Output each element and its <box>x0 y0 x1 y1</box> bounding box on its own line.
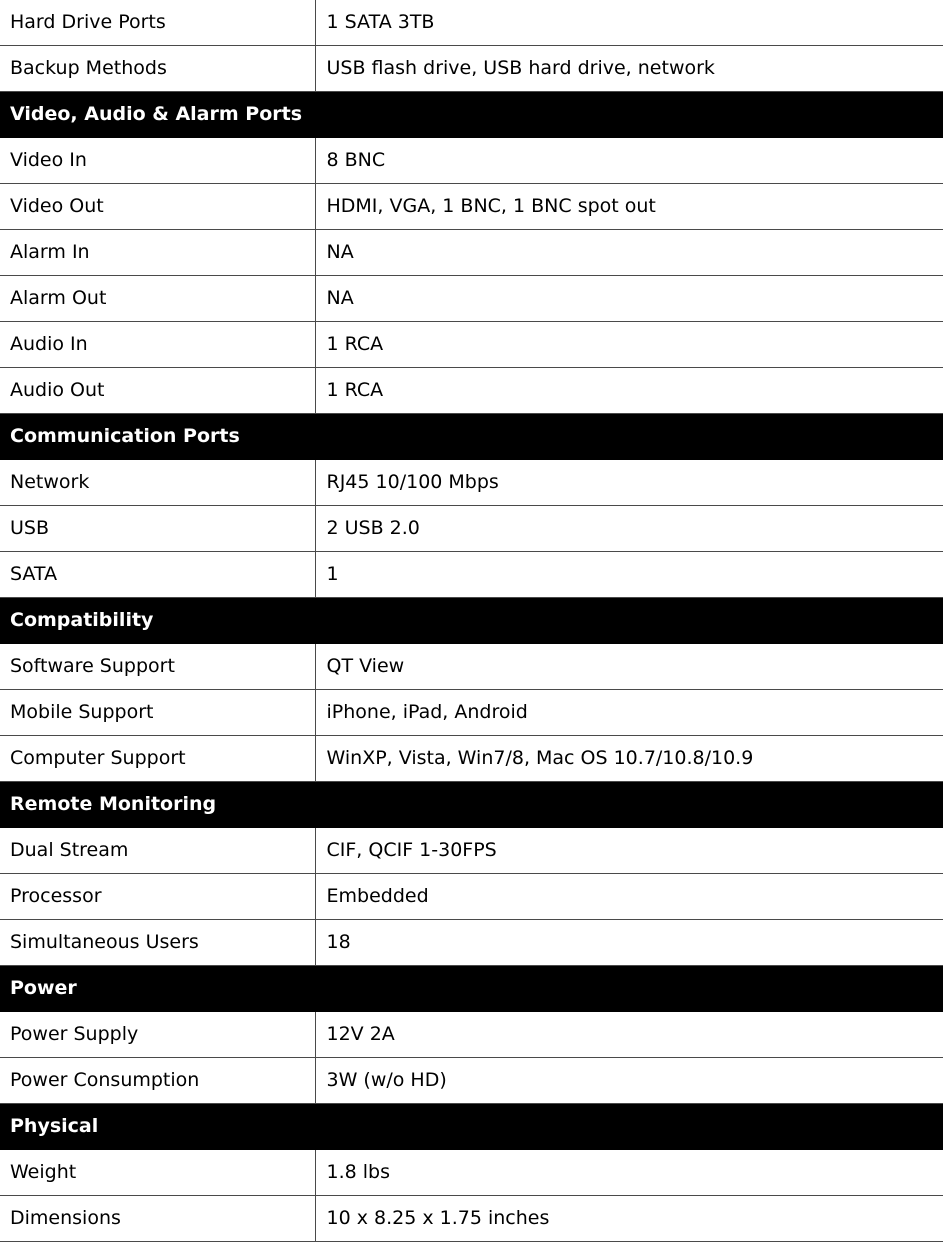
spec-label: Computer Support <box>0 736 315 782</box>
spec-label: USB <box>0 506 315 552</box>
spec-label: Processor <box>0 874 315 920</box>
spec-row <box>0 1196 943 1242</box>
spec-label: Power Supply <box>0 1012 315 1058</box>
spec-label: Video In <box>0 138 315 184</box>
spec-row <box>0 644 943 690</box>
spec-value: Embedded <box>315 874 943 920</box>
spec-value: NA <box>315 276 943 322</box>
spec-value: 10 x 8.25 x 1.75 inches <box>315 1196 943 1242</box>
spec-label: SATA <box>0 552 315 598</box>
spec-row <box>0 138 943 184</box>
spec-value: WinXP, Vista, Win7/8, Mac OS 10.7/10.8/10.9 <box>315 736 943 782</box>
section-header-row <box>0 598 943 644</box>
spec-row <box>0 506 943 552</box>
section-title: Physical <box>0 1104 943 1150</box>
spec-value: 1 SATA 3TB <box>315 0 943 46</box>
spec-value: CIF, QCIF 1-30FPS <box>315 828 943 874</box>
section-title: Communication Ports <box>0 414 943 460</box>
spec-row <box>0 1150 943 1196</box>
section-title: Video, Audio & Alarm Ports <box>0 92 943 138</box>
section-header-row <box>0 782 943 828</box>
spec-row <box>0 276 943 322</box>
spec-row <box>0 0 943 46</box>
spec-label: Network <box>0 460 315 506</box>
spec-label: Backup Methods <box>0 46 315 92</box>
spec-label: Alarm In <box>0 230 315 276</box>
spec-value: 1 RCA <box>315 368 943 414</box>
spec-value: 18 <box>315 920 943 966</box>
spec-row <box>0 736 943 782</box>
spec-row <box>0 1058 943 1104</box>
spec-row <box>0 552 943 598</box>
spec-label: Dimensions <box>0 1196 315 1242</box>
spec-row <box>0 690 943 736</box>
spec-value: QT View <box>315 644 943 690</box>
spec-value: HDMI, VGA, 1 BNC, 1 BNC spot out <box>315 184 943 230</box>
spec-label: Software Support <box>0 644 315 690</box>
spec-value: 1 RCA <box>315 322 943 368</box>
spec-row <box>0 920 943 966</box>
spec-label: Audio In <box>0 322 315 368</box>
spec-value: 1.8 lbs <box>315 1150 943 1196</box>
spec-row <box>0 368 943 414</box>
section-title: Remote Monitoring <box>0 782 943 828</box>
spec-label: Hard Drive Ports <box>0 0 315 46</box>
spec-row <box>0 184 943 230</box>
spec-row <box>0 46 943 92</box>
spec-value: 1 <box>315 552 943 598</box>
section-header-row <box>0 414 943 460</box>
spec-label: Video Out <box>0 184 315 230</box>
spec-value: 8 BNC <box>315 138 943 184</box>
section-header-row <box>0 92 943 138</box>
spec-label: Alarm Out <box>0 276 315 322</box>
spec-row <box>0 322 943 368</box>
section-header-row <box>0 1104 943 1150</box>
section-header-row <box>0 966 943 1012</box>
spec-label: Simultaneous Users <box>0 920 315 966</box>
spec-value: NA <box>315 230 943 276</box>
spec-label: Weight <box>0 1150 315 1196</box>
spec-value: 12V 2A <box>315 1012 943 1058</box>
spec-label: Mobile Support <box>0 690 315 736</box>
section-title: Power <box>0 966 943 1012</box>
spec-value: 3W (w/o HD) <box>315 1058 943 1104</box>
section-title: Compatibility <box>0 598 943 644</box>
spec-value: RJ45 10/100 Mbps <box>315 460 943 506</box>
spec-value: USB flash drive, USB hard drive, network <box>315 46 943 92</box>
spec-row <box>0 874 943 920</box>
spec-row <box>0 828 943 874</box>
spec-row <box>0 1012 943 1058</box>
spec-label: Power Consumption <box>0 1058 315 1104</box>
spec-value: iPhone, iPad, Android <box>315 690 943 736</box>
spec-label: Audio Out <box>0 368 315 414</box>
spec-row <box>0 230 943 276</box>
spec-row <box>0 460 943 506</box>
spec-value: 2 USB 2.0 <box>315 506 943 552</box>
spec-label: Dual Stream <box>0 828 315 874</box>
